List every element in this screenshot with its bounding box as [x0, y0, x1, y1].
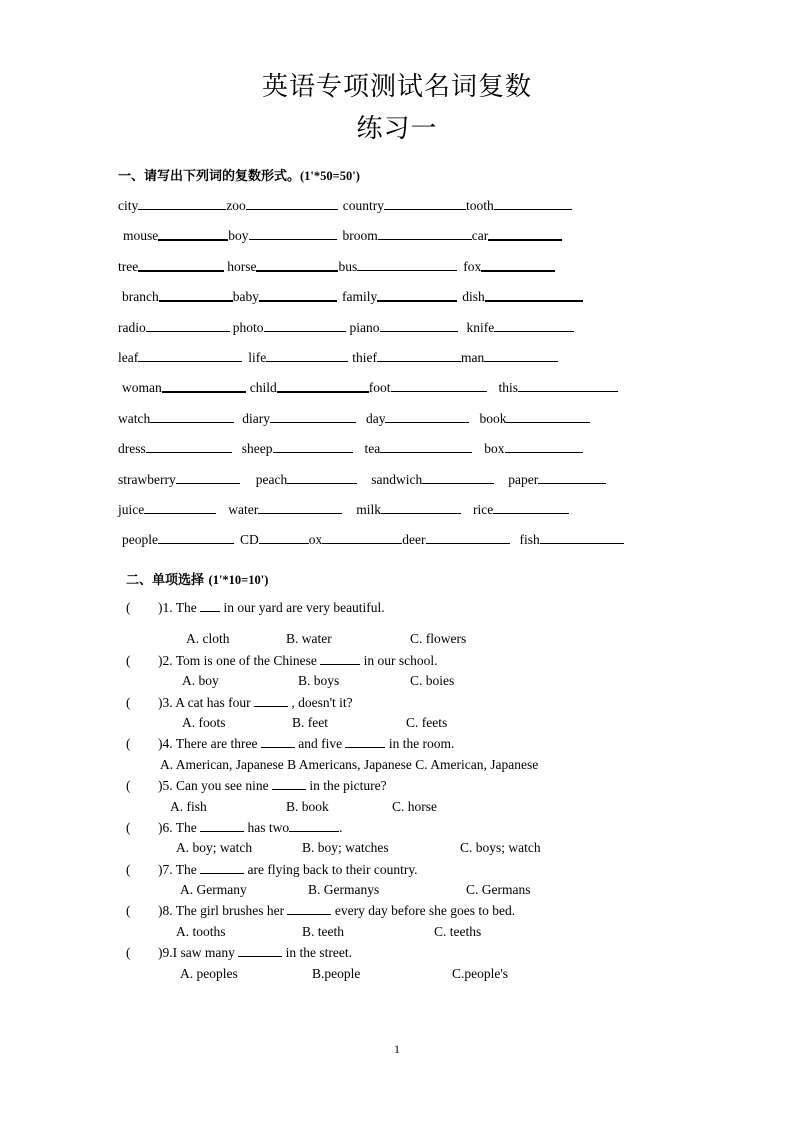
question-blank[interactable] [238, 944, 282, 957]
answer-option[interactable]: C. Germans [466, 882, 531, 898]
option-line [126, 629, 706, 650]
vocabulary-word: country [342, 198, 384, 213]
answer-option[interactable]: B. Germanys [308, 882, 380, 898]
vocabulary-word: rice [473, 501, 494, 517]
answer-blank[interactable] [357, 257, 457, 271]
question-text-after: has two [244, 819, 290, 835]
option-line [126, 671, 706, 692]
option-line [126, 755, 706, 776]
answer-blank[interactable] [538, 470, 606, 484]
answer-blank[interactable] [162, 378, 246, 392]
answer-parenthesis-close: ) [158, 861, 163, 877]
answer-blank[interactable] [287, 470, 357, 484]
question-text-after: every day before she goes to bed. [331, 903, 516, 919]
question-text: Tom is one of the Chinese [172, 652, 321, 668]
vocabulary-word: tree [118, 258, 139, 274]
question-blank[interactable] [200, 599, 220, 612]
answer-option[interactable]: A. boy [182, 673, 219, 689]
question-blank-2[interactable] [345, 735, 385, 748]
option-line [126, 838, 706, 859]
answer-option[interactable]: C. feets [406, 714, 448, 730]
question-text: Can you see nine [172, 778, 272, 794]
answer-blank[interactable] [146, 439, 232, 453]
question-blank[interactable] [320, 652, 360, 665]
question-text-after: in our yard are very beautiful. [220, 600, 385, 615]
vocabulary-word: knife [466, 319, 495, 335]
answer-option[interactable]: B. book [286, 798, 329, 814]
question-text: The [172, 600, 201, 615]
question-number: 4. [162, 736, 173, 752]
question-blank[interactable] [287, 902, 331, 915]
answer-blank[interactable] [146, 318, 230, 332]
question-line [126, 860, 706, 880]
vocabulary-word: life [248, 349, 267, 365]
blank-row [118, 499, 684, 529]
question-text: A cat has four [172, 694, 254, 710]
answer-option[interactable]: C. teeths [434, 923, 482, 939]
answer-blank[interactable] [380, 439, 472, 453]
answer-blank[interactable] [380, 318, 458, 332]
vocabulary-word: dish [462, 289, 485, 305]
answer-parenthesis-close: ) [158, 903, 163, 919]
answer-option[interactable]: C.people's [452, 965, 509, 981]
question-text-after: in the street. [282, 945, 352, 961]
answer-option[interactable]: B. teeth [302, 923, 344, 939]
answer-parenthesis[interactable]: ( [126, 861, 131, 877]
question-line [126, 693, 706, 713]
option-line [126, 922, 706, 943]
answer-blank[interactable] [378, 226, 472, 240]
question-number: 8. [162, 903, 173, 919]
vocabulary-word: ox [308, 532, 323, 548]
vocabulary-word: bus [338, 258, 358, 274]
question-text: The [172, 861, 201, 877]
answer-blank[interactable] [277, 378, 369, 392]
answer-blank[interactable] [258, 500, 342, 514]
answer-parenthesis[interactable]: ( [126, 652, 131, 668]
question-blank[interactable] [272, 777, 306, 790]
answer-blank[interactable] [138, 257, 224, 271]
blank-row [118, 195, 684, 225]
question-line [126, 818, 706, 838]
answer-blank[interactable] [422, 470, 494, 484]
vocabulary-word: fish [519, 532, 540, 548]
answer-parenthesis-close: ) [158, 819, 163, 835]
vocabulary-word: car [471, 228, 489, 244]
answer-option[interactable]: C. horse [392, 798, 437, 814]
answer-blank[interactable] [377, 287, 457, 301]
vocabulary-word: juice [118, 501, 145, 517]
answer-parenthesis-close: ) [158, 778, 163, 794]
option-line [126, 880, 706, 901]
answer-option[interactable]: B. water [286, 631, 332, 647]
answer-blank[interactable] [138, 348, 242, 362]
spacer [126, 618, 706, 629]
vocabulary-word: box [484, 441, 505, 457]
question-line [126, 776, 706, 796]
answer-blank[interactable] [485, 287, 583, 301]
vocabulary-word: man [460, 349, 485, 365]
answer-option[interactable]: A. fish [170, 798, 207, 814]
answer-blank[interactable] [264, 318, 346, 332]
question-text-after-2: in the room. [385, 736, 455, 752]
question-blank[interactable] [200, 861, 244, 874]
blank-row [118, 438, 684, 468]
vocabulary-word: child [249, 380, 277, 396]
answer-blank[interactable] [246, 196, 338, 210]
vocabulary-word: branch [122, 289, 159, 305]
vocabulary-word: mouse [123, 228, 159, 244]
answer-parenthesis[interactable]: ( [126, 736, 131, 752]
answer-option[interactable]: A. cloth [186, 631, 230, 647]
question-text: There are three [172, 736, 261, 752]
answer-blank[interactable] [481, 257, 555, 271]
section-1-heading-text: 一、请写出下列词的复数形式。 [118, 169, 301, 184]
option-line [126, 964, 706, 985]
answer-option[interactable]: C. boies [410, 673, 455, 689]
vocabulary-word: tea [364, 441, 381, 457]
vocabulary-word: city [118, 198, 139, 213]
multiple-choice-exercise [126, 598, 706, 985]
answer-option[interactable]: A. foots [182, 714, 226, 730]
question-text-after: in the picture? [305, 778, 387, 794]
answer-blank[interactable] [249, 226, 337, 240]
answer-blank[interactable] [256, 257, 338, 271]
answer-parenthesis-close: ) [158, 652, 163, 668]
question-line [126, 734, 706, 754]
vocabulary-word: milk [356, 501, 381, 517]
answer-blank[interactable] [384, 196, 466, 210]
answer-blank[interactable] [322, 530, 402, 544]
answer-blank[interactable] [540, 530, 624, 544]
answer-blank[interactable] [426, 530, 510, 544]
vocabulary-word: woman [122, 380, 162, 396]
answer-blank[interactable] [176, 470, 240, 484]
vocabulary-word: zoo [226, 198, 246, 213]
vocabulary-word: diary [242, 410, 270, 426]
answer-blank[interactable] [381, 500, 461, 514]
question-text-after: in our school. [360, 652, 438, 668]
vocabulary-word: thief [352, 349, 377, 365]
section-2-heading-text: 二、单项选择 [126, 573, 205, 588]
answer-option[interactable]: B. boy; watches [302, 840, 389, 856]
vocabulary-word: paper [508, 471, 539, 487]
vocabulary-word: water [228, 501, 259, 517]
vocabulary-word: radio [118, 319, 146, 335]
vocabulary-word: fox [463, 258, 482, 274]
option-line [126, 797, 706, 818]
answer-option[interactable]: B.people [312, 965, 361, 981]
option-line [126, 713, 706, 734]
vocabulary-word: photo [232, 319, 264, 335]
vocabulary-word: watch [118, 410, 151, 426]
answer-parenthesis-close: ) [158, 694, 163, 710]
vocabulary-word: this [498, 380, 519, 396]
vocabulary-word: tooth [466, 198, 494, 213]
answer-blank[interactable] [273, 439, 353, 453]
vocabulary-word: people [122, 532, 158, 548]
question-text-after-2: . [339, 819, 343, 835]
vocabulary-word: piano [349, 319, 380, 335]
answer-blank[interactable] [484, 348, 558, 362]
answer-option[interactable]: C. flowers [410, 631, 467, 647]
answer-blank[interactable] [158, 226, 228, 240]
vocabulary-word: foot [368, 380, 391, 396]
answer-blank[interactable] [259, 530, 309, 544]
question-line [126, 943, 706, 963]
vocabulary-word: day [365, 410, 386, 426]
answer-blank[interactable] [391, 378, 487, 392]
blank-row [118, 469, 684, 499]
question-number: 5. [162, 778, 173, 794]
vocabulary-word: family [341, 289, 378, 305]
answer-option[interactable]: A. peoples [180, 965, 238, 981]
answer-option[interactable]: B. boys [298, 673, 340, 689]
vocabulary-word: boy [228, 228, 249, 244]
section-2-heading [126, 569, 268, 588]
answer-parenthesis-close: ) [158, 945, 163, 961]
answer-blank[interactable] [259, 287, 337, 301]
question-number: 2. [162, 652, 173, 668]
blank-row [118, 317, 684, 347]
question-text: I saw many [172, 945, 239, 961]
question-number: 6. [162, 819, 173, 835]
blank-row [118, 408, 684, 438]
answer-parenthesis[interactable]: ( [126, 903, 131, 919]
answer-option[interactable]: A. tooths [176, 923, 226, 939]
question-blank[interactable] [261, 735, 295, 748]
answer-blank[interactable] [518, 378, 618, 392]
page-subtitle: 练习一 [356, 114, 438, 144]
answer-blank[interactable] [488, 226, 562, 240]
question-blank[interactable] [254, 694, 288, 707]
blank-row [118, 529, 684, 559]
answer-parenthesis[interactable]: ( [126, 945, 131, 961]
answer-blank[interactable] [505, 439, 583, 453]
answer-blank[interactable] [138, 196, 226, 210]
answer-blank[interactable] [493, 500, 569, 514]
vocabulary-word: dress [118, 441, 146, 457]
vocabulary-word: broom [342, 228, 378, 244]
vocabulary-word: sheep [241, 441, 273, 457]
answer-blank[interactable] [144, 500, 216, 514]
question-line [126, 598, 706, 618]
question-text-after: are flying back to their country. [244, 861, 418, 877]
question-text-after: and five [294, 736, 346, 752]
question-text: The [172, 819, 201, 835]
answer-blank[interactable] [377, 348, 461, 362]
answer-blank[interactable] [270, 409, 356, 423]
question-text-after: , doesn't it? [287, 694, 353, 710]
answer-blank[interactable] [506, 409, 590, 423]
answer-parenthesis-close: ) [158, 600, 163, 615]
answer-blank[interactable] [158, 530, 234, 544]
plural-form-exercise [118, 195, 684, 560]
answer-blank[interactable] [494, 318, 574, 332]
question-line [126, 651, 706, 671]
answer-blank[interactable] [159, 287, 233, 301]
answer-parenthesis-close: ) [158, 736, 163, 752]
answer-parenthesis[interactable]: ( [126, 694, 131, 710]
answer-option[interactable]: C. boys; watch [460, 840, 541, 856]
answer-option[interactable]: A. boy; watch [176, 840, 253, 856]
vocabulary-word: deer [402, 532, 426, 548]
answer-parenthesis[interactable]: ( [126, 600, 131, 615]
blank-row [118, 225, 684, 255]
vocabulary-word: baby [232, 289, 259, 305]
section-1-score: (1'*50=50') [300, 169, 360, 183]
page-number: 1 [394, 1042, 400, 1056]
blank-row [118, 377, 684, 407]
question-blank[interactable] [200, 819, 244, 832]
question-line [126, 901, 706, 921]
blank-row [118, 347, 684, 377]
question-number: 7. [162, 861, 173, 877]
answer-blank[interactable] [150, 409, 234, 423]
question-blank-2[interactable] [289, 819, 339, 832]
section-2-score: (1'*10=10') [208, 573, 269, 587]
vocabulary-word: strawberry [118, 471, 176, 487]
page-title: 英语专项测试名词复数 [261, 72, 532, 102]
answer-blank[interactable] [494, 196, 572, 210]
answer-blank[interactable] [266, 348, 348, 362]
vocabulary-word: horse [227, 258, 257, 274]
blank-row [118, 286, 684, 316]
question-number: 9. [162, 945, 173, 961]
question-text: The girl brushes her [172, 903, 288, 919]
vocabulary-word: book [479, 410, 507, 426]
answer-option[interactable]: B. feet [292, 714, 328, 730]
answer-option[interactable]: A. American, Japanese B Americans, Japanese C. American, Japanese [160, 756, 539, 772]
answer-blank[interactable] [385, 409, 469, 423]
vocabulary-word: peach [255, 471, 288, 487]
question-number: 3. [162, 694, 173, 710]
section-1-heading [118, 165, 360, 184]
blank-row [118, 256, 684, 286]
vocabulary-word: CD [240, 532, 259, 548]
question-number: 1. [162, 600, 173, 615]
vocabulary-word: sandwich [371, 471, 423, 487]
vocabulary-word: leaf [118, 349, 139, 365]
answer-parenthesis[interactable]: ( [126, 819, 131, 835]
answer-option[interactable]: A. Germany [180, 882, 247, 898]
answer-parenthesis[interactable]: ( [126, 778, 131, 794]
